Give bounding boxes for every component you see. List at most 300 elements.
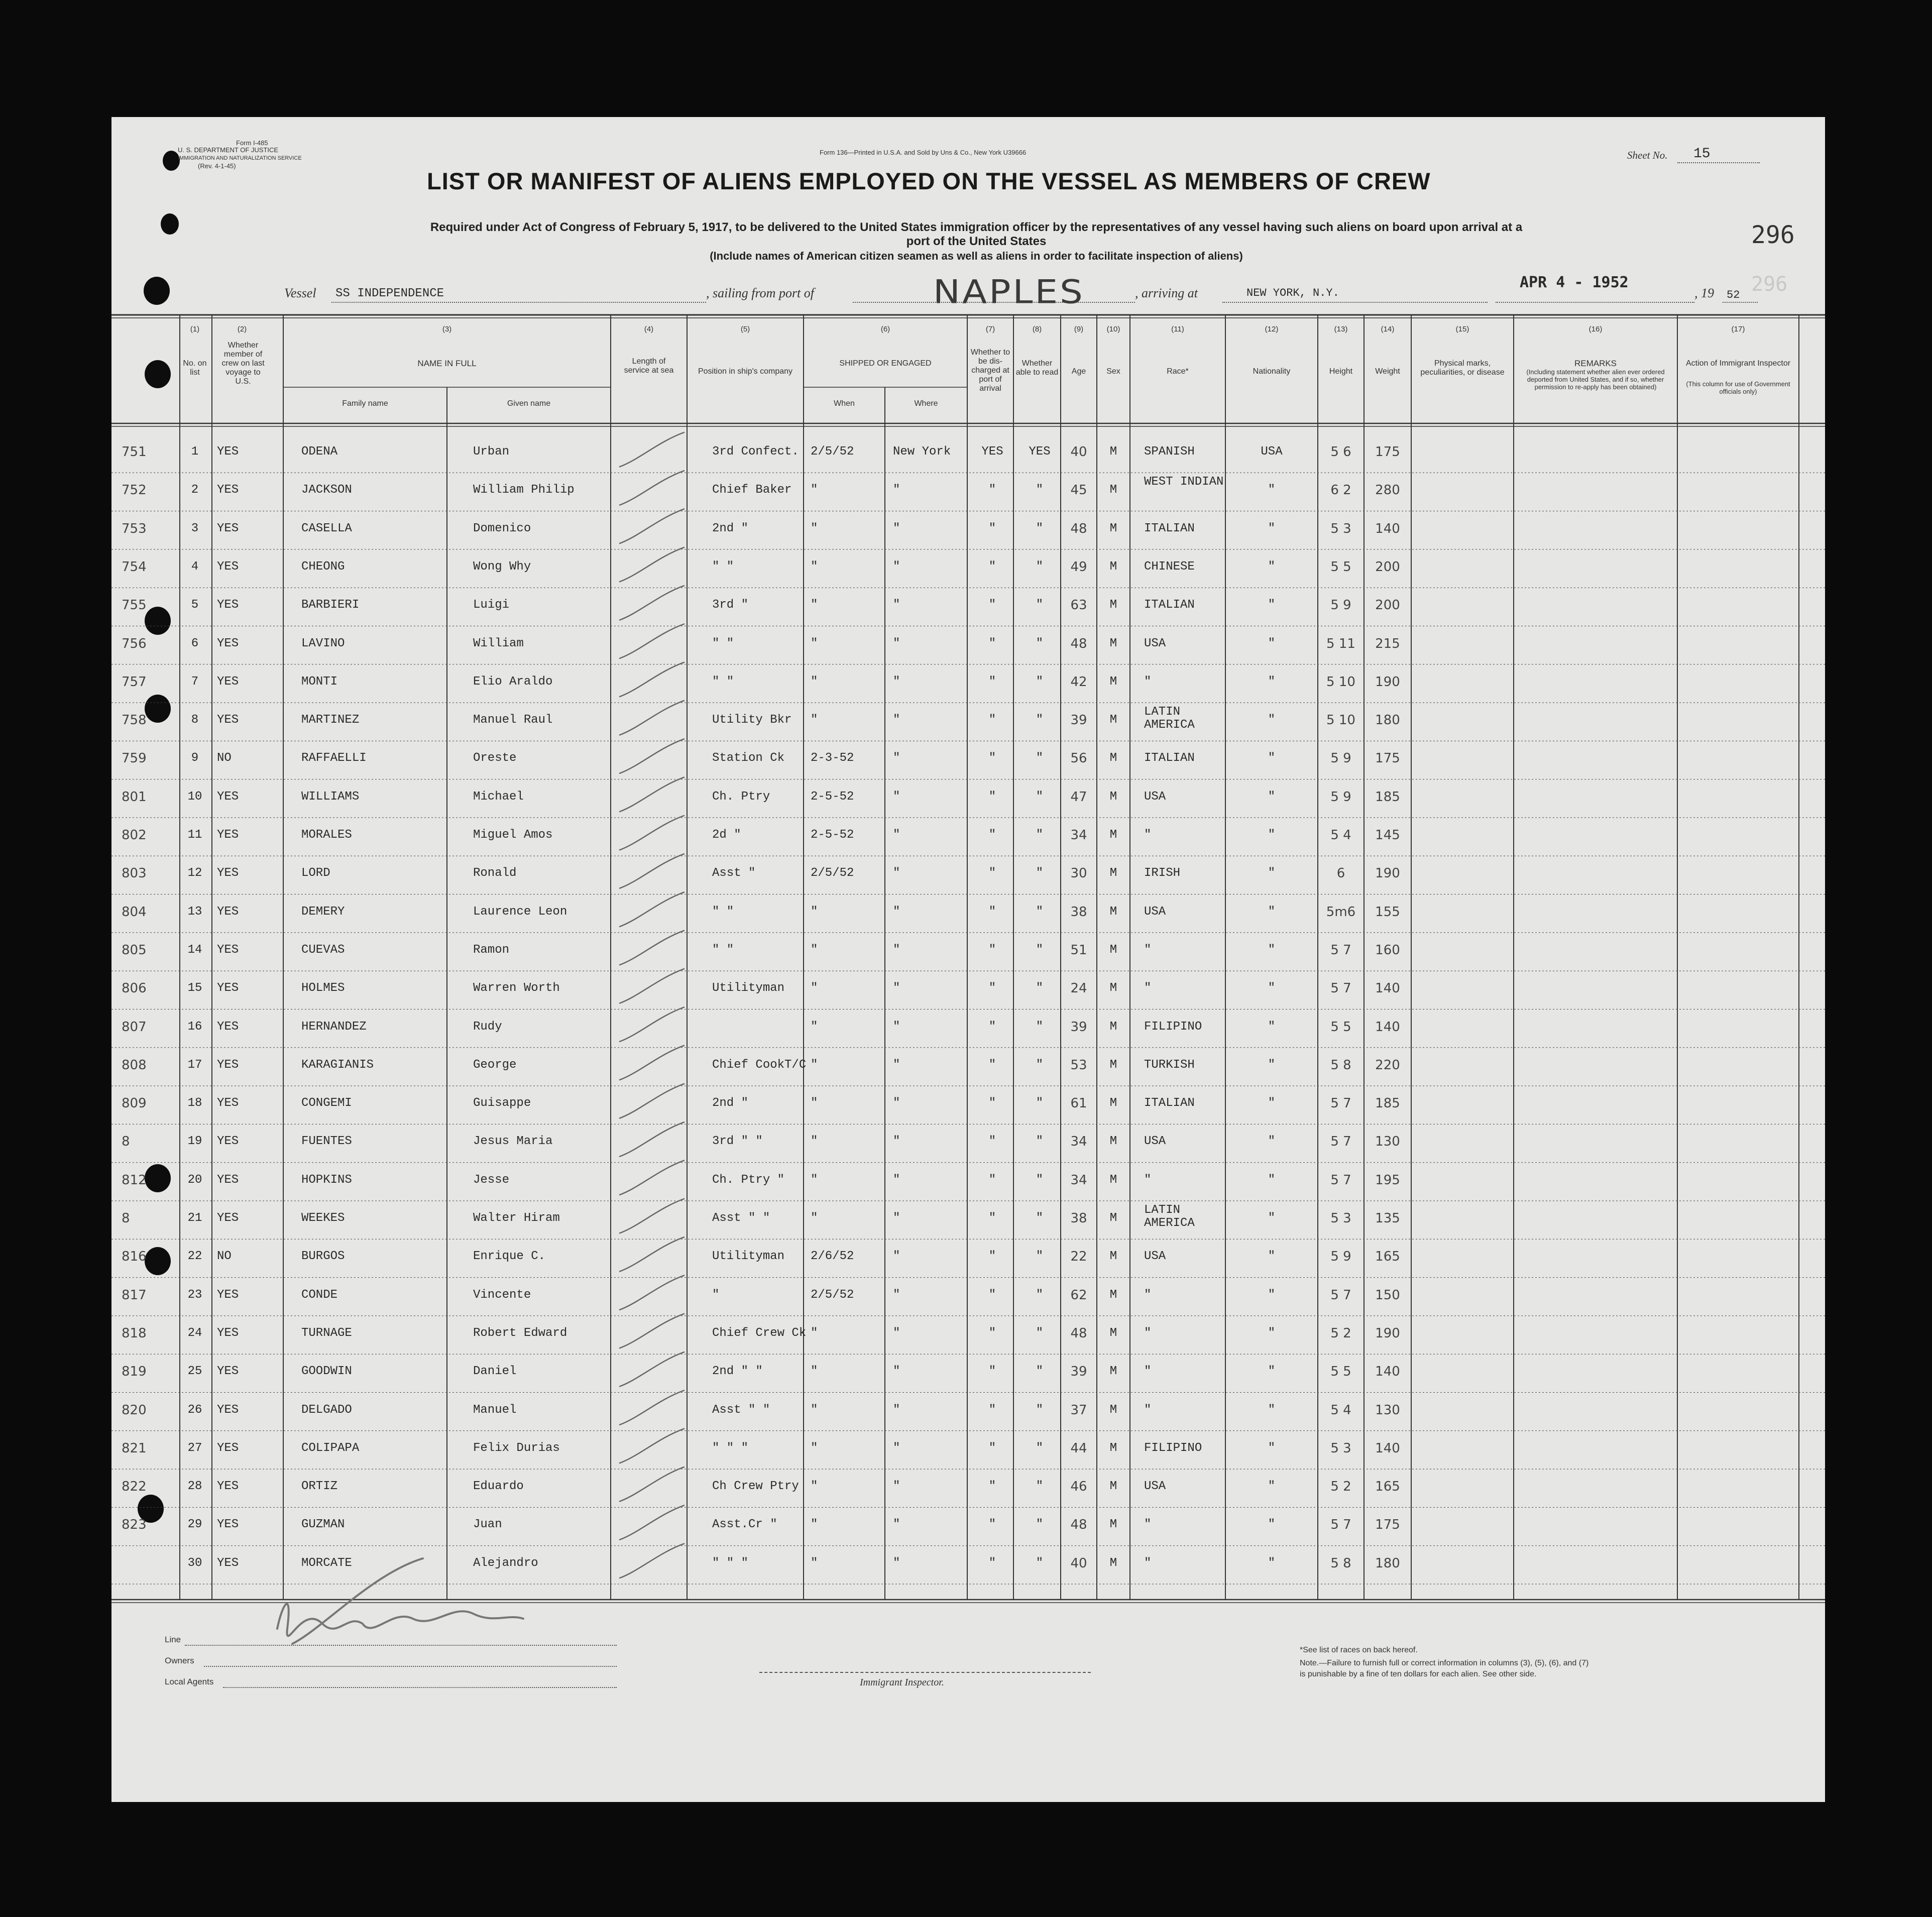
cell-age: 42 — [1070, 674, 1087, 690]
cell-sex: M — [1109, 1288, 1117, 1302]
cell-given: Manuel Raul — [473, 713, 553, 727]
year-line — [1723, 302, 1758, 303]
margin-number: 819 — [122, 1364, 147, 1380]
cell-age: 22 — [1070, 1249, 1087, 1265]
cell-when: 2-3-52 — [811, 751, 854, 765]
cell-when: " — [811, 1135, 818, 1149]
cell-nationality: " — [1268, 1250, 1276, 1264]
cell-sex: M — [1109, 1058, 1117, 1072]
header-remarks: REMARKS — [1574, 359, 1617, 368]
cell-height: 5 7 — [1330, 981, 1351, 996]
cell-no: 2 — [191, 483, 199, 497]
cell-given: Rudy — [473, 1020, 502, 1034]
cell-when: 2/6/52 — [811, 1250, 854, 1264]
cell-age: 39 — [1070, 1364, 1087, 1380]
cell-age: 44 — [1070, 1440, 1087, 1456]
cell-height: 5 2 — [1330, 1479, 1351, 1495]
cell-last: YES — [217, 790, 239, 804]
cell-position: Chief CookT/C — [712, 1058, 807, 1072]
cell-age: 48 — [1070, 521, 1087, 536]
stamp-number-faint: 296 — [1751, 273, 1788, 296]
inspector-label: Immigrant Inspector. — [860, 1677, 944, 1688]
cell-nationality: " — [1268, 1135, 1276, 1149]
cell-last: YES — [217, 483, 239, 497]
cell-age: 47 — [1070, 789, 1087, 805]
cell-weight: 130 — [1375, 1134, 1400, 1150]
col-num-12: (12) — [1265, 325, 1279, 333]
cell-weight: 175 — [1375, 1517, 1400, 1533]
cell-when: " — [811, 1403, 818, 1417]
cell-race: SPANISH — [1144, 445, 1195, 459]
punch-hole — [163, 151, 180, 171]
margin-number: 808 — [122, 1057, 147, 1073]
cell-height: 5 9 — [1330, 598, 1351, 613]
vessel-label: Vessel — [284, 286, 316, 300]
cell-age: 40 — [1070, 1555, 1087, 1571]
cell-family: COLIPAPA — [301, 1441, 360, 1455]
cell-last: YES — [217, 1556, 239, 1570]
margin-number: 809 — [122, 1096, 147, 1111]
margin-number: 802 — [122, 828, 147, 843]
requirement-line-2: port of the United States — [906, 235, 1047, 248]
port-name: NAPLES — [933, 273, 1085, 311]
margin-number: 818 — [122, 1325, 147, 1341]
cell-sex: M — [1109, 1135, 1117, 1149]
cell-discharged: " — [988, 1096, 996, 1110]
cell-last: YES — [217, 1480, 239, 1494]
header-sex: Sex — [1106, 367, 1120, 376]
cell-read: " — [1036, 828, 1044, 842]
cell-no: 30 — [187, 1556, 202, 1570]
cell-no: 20 — [187, 1173, 202, 1187]
cell-given: Jesse — [473, 1173, 510, 1187]
cell-age: 39 — [1070, 713, 1087, 728]
cell-position: Station Ck — [712, 751, 785, 765]
margin-number: 812 — [122, 1172, 147, 1188]
margin-number: 801 — [122, 789, 147, 805]
margin-number: 803 — [122, 866, 147, 881]
cell-last: YES — [217, 521, 239, 535]
header-discharged: Whether to be dis- charged at port of arrival — [970, 348, 1010, 393]
cell-height: 6 — [1336, 866, 1345, 881]
cell-weight: 135 — [1375, 1211, 1400, 1226]
cell-discharged: " — [988, 1250, 996, 1264]
col-num-7: (7) — [985, 325, 995, 333]
cell-position: " " " — [712, 1441, 749, 1455]
punch-hole — [161, 213, 179, 235]
cell-family: RAFFAELLI — [301, 751, 367, 765]
cell-where: " — [893, 790, 900, 804]
cell-last: NO — [217, 751, 232, 765]
cell-nationality: " — [1268, 521, 1276, 535]
service-tally-mark — [620, 931, 684, 965]
cell-where: " — [893, 751, 900, 765]
cell-last: YES — [217, 866, 239, 880]
cell-age: 48 — [1070, 1325, 1087, 1341]
cell-last: YES — [217, 828, 239, 842]
cell-weight: 220 — [1375, 1057, 1400, 1073]
margin-number: 759 — [122, 751, 147, 766]
cell-given: Felix Durias — [473, 1441, 560, 1455]
cell-age: 30 — [1070, 866, 1087, 881]
cell-age: 34 — [1070, 1172, 1087, 1188]
cell-nationality: " — [1268, 1365, 1276, 1379]
cell-last: YES — [217, 1403, 239, 1417]
cell-where: " — [893, 1020, 900, 1034]
cell-nationality: " — [1268, 1058, 1276, 1072]
cell-last: YES — [217, 981, 239, 995]
header-age: Age — [1071, 367, 1086, 376]
service-tally-mark — [620, 969, 684, 1003]
cell-nationality: " — [1268, 674, 1276, 689]
cell-where: " — [893, 1058, 900, 1072]
cell-sex: M — [1109, 905, 1117, 919]
margin-number: 752 — [122, 483, 147, 498]
cell-discharged: " — [988, 1365, 996, 1379]
cell-when: " — [811, 981, 818, 995]
cell-where: " — [893, 674, 900, 689]
cell-no: 3 — [191, 521, 199, 535]
cell-no: 17 — [187, 1058, 202, 1072]
cell-last: YES — [217, 905, 239, 919]
arrival-date-stamp: APR 4 - 1952 — [1520, 274, 1629, 291]
cell-position: Chief Baker — [712, 483, 792, 497]
cell-race: USA — [1144, 636, 1166, 650]
cell-family: FUENTES — [301, 1135, 352, 1149]
cell-sex: M — [1109, 1441, 1117, 1455]
cell-position: 2nd " — [712, 521, 749, 535]
cell-where: " — [893, 943, 900, 957]
cell-discharged: " — [988, 1020, 996, 1034]
margin-number: 753 — [122, 521, 147, 536]
header-last-voyage: Whether member of crew on last voyage to U.S. — [221, 341, 265, 386]
cell-read: " — [1036, 483, 1044, 497]
cell-given: George — [473, 1058, 517, 1072]
cell-family: JACKSON — [301, 483, 352, 497]
cell-given: Vincente — [473, 1288, 531, 1302]
cell-given: Ronald — [473, 866, 517, 880]
cell-sex: M — [1109, 866, 1117, 880]
cell-where: " — [893, 981, 900, 995]
cell-where: " — [893, 1480, 900, 1494]
cell-sex: M — [1109, 521, 1117, 535]
cell-no: 23 — [187, 1288, 202, 1302]
col-num-3: (3) — [442, 325, 452, 333]
cell-when: " — [811, 636, 818, 650]
cell-race: " — [1144, 1173, 1152, 1187]
cell-sex: M — [1109, 713, 1117, 727]
cell-position: 3rd " — [712, 598, 749, 612]
service-tally-mark — [620, 1429, 684, 1463]
cell-position: " " — [712, 674, 734, 689]
cell-given: Wong Why — [473, 559, 531, 574]
fine-note-2: is punishable by a fine of ten dollars for each alien. See other side. — [1300, 1670, 1537, 1678]
cell-family: LORD — [301, 866, 330, 880]
cell-no: 1 — [191, 445, 199, 459]
cell-age: 61 — [1070, 1096, 1087, 1111]
margin-number: 807 — [122, 1019, 147, 1035]
service-tally-mark — [620, 1046, 684, 1080]
cell-when: 2/5/52 — [811, 445, 854, 459]
cell-discharged: " — [988, 1518, 996, 1532]
cell-sex: M — [1109, 445, 1117, 459]
cell-weight: 185 — [1375, 1096, 1400, 1111]
cell-discharged: " — [988, 1441, 996, 1455]
cell-given: Urban — [473, 445, 510, 459]
margin-number: 751 — [122, 444, 147, 460]
cell-no: 27 — [187, 1441, 202, 1455]
cell-nationality: " — [1268, 598, 1276, 612]
cell-read: " — [1036, 559, 1044, 574]
service-tally-mark — [620, 471, 684, 505]
cell-height: 5 9 — [1330, 789, 1351, 805]
col-num-4: (4) — [644, 325, 654, 333]
cell-family: CONDE — [301, 1288, 338, 1302]
cell-sex: M — [1109, 1250, 1117, 1264]
cell-race: " — [1144, 828, 1152, 842]
cell-weight: 140 — [1375, 521, 1400, 536]
service-tally-mark — [620, 1544, 684, 1578]
cell-age: 45 — [1070, 483, 1087, 498]
cell-height: 5 4 — [1330, 828, 1351, 843]
cell-last: YES — [217, 1441, 239, 1455]
cell-position: Asst.Cr " — [712, 1518, 777, 1532]
cell-nationality: " — [1268, 1096, 1276, 1110]
cell-when: " — [811, 1326, 818, 1340]
cell-discharged: " — [988, 751, 996, 765]
cell-weight: 140 — [1375, 1364, 1400, 1380]
service-tally-mark — [620, 777, 684, 812]
cell-no: 11 — [187, 828, 202, 842]
cell-position: 3rd Confect. — [712, 445, 799, 459]
col-num-11: (11) — [1171, 325, 1184, 333]
cell-when: 2-5-52 — [811, 790, 854, 804]
margin-number: 8 — [122, 1211, 130, 1226]
cell-position: Ch. Ptry " — [712, 1173, 785, 1187]
header-name-in-full: NAME IN FULL — [417, 359, 477, 368]
cell-nationality: " — [1268, 790, 1276, 804]
cell-no: 26 — [187, 1403, 202, 1417]
cell-age: 24 — [1070, 981, 1087, 996]
cell-height: 5 3 — [1330, 521, 1351, 536]
punch-hole — [144, 277, 170, 305]
cell-age: 49 — [1070, 559, 1087, 575]
cell-read: " — [1036, 598, 1044, 612]
year-prefix: , 19 — [1694, 286, 1714, 300]
header-race: Race* — [1167, 367, 1189, 376]
header-family-name: Family name — [342, 399, 388, 408]
cell-sex: M — [1109, 828, 1117, 842]
cell-weight: 140 — [1375, 1019, 1400, 1035]
cell-no: 22 — [187, 1250, 202, 1264]
cell-discharged: " — [988, 790, 996, 804]
cell-read: " — [1036, 713, 1044, 727]
cell-weight: 155 — [1375, 904, 1400, 920]
cell-height: 5m6 — [1326, 904, 1356, 920]
cell-race: USA — [1144, 1135, 1166, 1149]
col-num-13: (13) — [1334, 325, 1348, 333]
col-num-2: (2) — [237, 325, 247, 333]
cell-sex: M — [1109, 674, 1117, 689]
cell-read: " — [1036, 1556, 1044, 1570]
cell-last: YES — [217, 1211, 239, 1225]
cell-last: YES — [217, 559, 239, 574]
cell-position: Asst " " — [712, 1211, 770, 1225]
cell-race: WEST INDIAN — [1144, 475, 1224, 489]
form-revision: (Rev. 4-1-45) — [198, 162, 236, 170]
cell-no: 5 — [191, 598, 199, 612]
cell-last: YES — [217, 674, 239, 689]
cell-nationality: " — [1268, 1173, 1276, 1187]
margin-number: 8 — [122, 1134, 130, 1150]
cell-race: USA — [1144, 790, 1166, 804]
cell-given: Manuel — [473, 1403, 517, 1417]
service-tally-mark — [620, 1161, 684, 1195]
agents-label: Local Agents — [165, 1677, 214, 1686]
races-note: *See list of races on back hereof. — [1300, 1646, 1418, 1654]
service-tally-mark — [620, 701, 684, 735]
sailing-label: , sailing from port of — [706, 286, 815, 300]
cell-last: YES — [217, 1058, 239, 1072]
cell-position: Chief Crew Ck — [712, 1326, 807, 1340]
header-remarks-note: (Including statement whether alien ever ordered deported from United States, and if so, whether permission to re-apply has been obtained) — [1526, 368, 1665, 391]
cell-sex: M — [1109, 483, 1117, 497]
cell-no: 7 — [191, 674, 199, 689]
cell-when: " — [811, 521, 818, 535]
cell-race: " — [1144, 1518, 1152, 1532]
header-height: Height — [1329, 367, 1353, 376]
cell-given: Laurence Leon — [473, 905, 567, 919]
cell-given: Ramon — [473, 943, 510, 957]
cell-given: Warren Worth — [473, 981, 560, 995]
cell-read: " — [1036, 905, 1044, 919]
cell-family: CASELLA — [301, 521, 352, 535]
cell-no: 10 — [187, 790, 202, 804]
cell-where: " — [893, 1096, 900, 1110]
cell-weight: 185 — [1375, 789, 1400, 805]
cell-nationality: " — [1268, 1556, 1276, 1570]
header-no-on-list: No. on list — [183, 359, 207, 377]
header-when: When — [834, 399, 855, 408]
cell-where: " — [893, 828, 900, 842]
cell-race: " — [1144, 674, 1152, 689]
cell-read: " — [1036, 1211, 1044, 1225]
cell-last: YES — [217, 1020, 239, 1034]
cell-sex: M — [1109, 636, 1117, 650]
cell-sex: M — [1109, 1211, 1117, 1225]
col-num-6: (6) — [880, 325, 890, 333]
cell-family: CONGEMI — [301, 1096, 352, 1110]
cell-discharged: " — [988, 1211, 996, 1225]
cell-race: " — [1144, 1556, 1152, 1570]
cell-family: HOPKINS — [301, 1173, 352, 1187]
cell-nationality: " — [1268, 483, 1276, 497]
cell-weight: 190 — [1375, 1325, 1400, 1341]
sheet-line — [1677, 162, 1760, 163]
service-tally-mark — [620, 1467, 684, 1501]
cell-sex: M — [1109, 1556, 1117, 1570]
cell-given: Enrique C. — [473, 1250, 546, 1264]
cell-no: 21 — [187, 1211, 202, 1225]
cell-when: " — [811, 1518, 818, 1532]
cell-weight: 180 — [1375, 713, 1400, 728]
cell-family: CHEONG — [301, 559, 345, 574]
margin-number: 816 — [122, 1249, 147, 1265]
cell-read: " — [1036, 751, 1044, 765]
header-given-name: Given name — [507, 399, 551, 408]
manifest-sheet — [111, 117, 1825, 1802]
cell-discharged: " — [988, 981, 996, 995]
cell-race: ITALIAN — [1144, 1096, 1195, 1110]
cell-given: Alejandro — [473, 1556, 538, 1570]
service-tally-mark — [620, 1314, 684, 1348]
cell-weight: 145 — [1375, 828, 1400, 843]
punch-hole — [145, 360, 171, 388]
cell-family: KARAGIANIS — [301, 1058, 374, 1072]
cell-where: " — [893, 483, 900, 497]
line-underline — [185, 1645, 617, 1646]
cell-no: 9 — [191, 751, 199, 765]
cell-where: " — [893, 636, 900, 650]
col-num-16: (16) — [1588, 325, 1603, 333]
cell-family: HERNANDEZ — [301, 1020, 367, 1034]
cell-position: Utilityman — [712, 981, 785, 995]
cell-sex: M — [1109, 598, 1117, 612]
cell-race: " — [1144, 981, 1152, 995]
cell-read: " — [1036, 1135, 1044, 1149]
col-num-10: (10) — [1106, 325, 1120, 333]
cell-where: " — [893, 1556, 900, 1570]
cell-nationality: USA — [1261, 445, 1283, 459]
cell-read: " — [1036, 521, 1044, 535]
cell-read: " — [1036, 1441, 1044, 1455]
cell-sex: M — [1109, 1480, 1117, 1494]
cell-race: FILIPINO — [1144, 1020, 1202, 1034]
cell-family: ODENA — [301, 445, 338, 459]
cell-no: 14 — [187, 943, 202, 957]
year-suffix: 52 — [1727, 289, 1740, 301]
cell-family: MORALES — [301, 828, 352, 842]
cell-last: NO — [217, 1250, 232, 1264]
cell-weight: 215 — [1375, 636, 1400, 651]
cell-nationality: " — [1268, 1403, 1276, 1417]
cell-race: " — [1144, 1326, 1152, 1340]
service-tally-mark — [620, 1505, 684, 1539]
cell-weight: 130 — [1375, 1402, 1400, 1418]
cell-race: USA — [1144, 1480, 1166, 1494]
cell-when: " — [811, 1173, 818, 1187]
cell-no: 8 — [191, 713, 199, 727]
cell-race: IRISH — [1144, 866, 1181, 880]
cell-discharged: " — [988, 483, 996, 497]
cell-given: Daniel — [473, 1365, 517, 1379]
cell-where: " — [893, 1135, 900, 1149]
cell-sex: M — [1109, 1020, 1117, 1034]
cell-sex: M — [1109, 981, 1117, 995]
cell-height: 5 5 — [1330, 1364, 1351, 1380]
cell-no: 12 — [187, 866, 202, 880]
cell-height: 5 8 — [1330, 1057, 1351, 1073]
header-action-note: (This column for use of Government officials only) — [1686, 380, 1790, 395]
cell-nationality: " — [1268, 905, 1276, 919]
cell-read: YES — [1029, 445, 1051, 459]
cell-nationality: " — [1268, 1288, 1276, 1302]
cell-race: ITALIAN — [1144, 521, 1195, 535]
cell-nationality: " — [1268, 828, 1276, 842]
cell-family: TURNAGE — [301, 1326, 352, 1340]
cell-weight: 200 — [1375, 598, 1400, 613]
cell-nationality: " — [1268, 1480, 1276, 1494]
